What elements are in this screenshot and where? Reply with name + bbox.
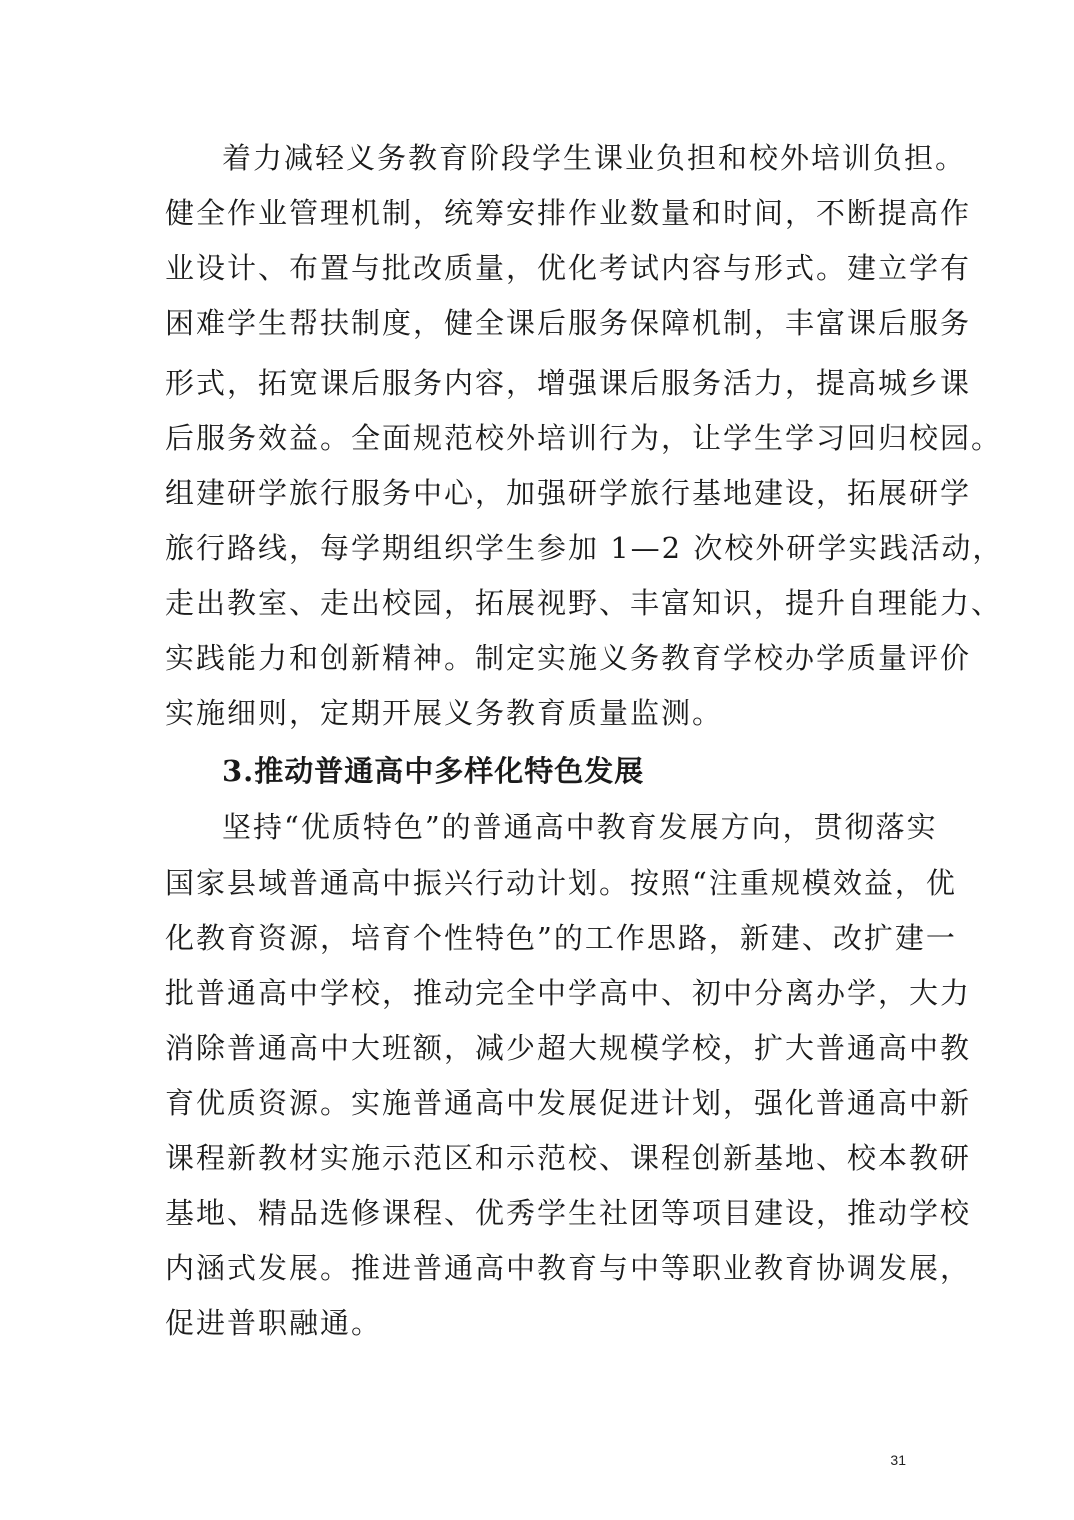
paragraph-2-line-4: 批普通高中学校，推动完全中学高中、初中分离办学，大力 [165,976,972,1010]
paragraph-1-line-4: 困难学生帮扶制度，健全课后服务保障机制，丰富课后服务 [165,306,972,340]
paragraph-1-line-9: 走出教室、走出校园，拓展视野、丰富知识，提升自理能力、 [165,586,1003,620]
paragraph-1-line-11: 实施细则，定期开展义务教育质量监测。 [165,696,724,730]
paragraph-1-line-7: 组建研学旅行服务中心，加强研学旅行基地建设，拓展研学 [165,476,972,510]
paragraph-1-line-3: 业设计、布置与批改质量，优化考试内容与形式。建立学有 [165,251,972,285]
paragraph-2-line-7: 课程新教材实施示范区和示范校、课程创新基地、校本教研 [165,1141,972,1175]
paragraph-1-line-5: 形式，拓宽课后服务内容，增强课后服务活力，提高城乡课 [165,366,972,400]
paragraph-2-line-2: 国家县域普通高中振兴行动计划。按照“注重规模效益，优 [165,866,957,900]
paragraph-2-line-10: 促进普职融通。 [165,1306,383,1340]
paragraph-2-line-1: 坚持“优质特色”的普通高中教育发展方向，贯彻落实 [222,810,938,844]
paragraph-1-line-6: 后服务效益。全面规范校外培训行为，让学生学习回归校园。 [165,421,1003,455]
paragraph-1-line-10: 实践能力和创新精神。制定实施义务教育学校办学质量评价 [165,641,972,675]
page-number: 31 [890,1452,906,1468]
paragraph-2-line-3: 化教育资源，培育个性特色”的工作思路，新建、改扩建一 [165,921,957,955]
section-heading: 3.推动普通高中多样化特色发展 [222,754,645,788]
paragraph-1-line-1: 着力减轻义务教育阶段学生课业负担和校外培训负担。 [222,141,967,175]
paragraph-1-line-2: 健全作业管理机制，统筹安排作业数量和时间，不断提高作 [165,196,972,230]
paragraph-2-line-5: 消除普通高中大班额，减少超大规模学校，扩大普通高中教 [165,1031,972,1065]
paragraph-2-line-9: 内涵式发展。推进普通高中教育与中等职业教育协调发展， [165,1251,972,1285]
paragraph-2-line-6: 育优质资源。实施普通高中发展促进计划，强化普通高中新 [165,1086,972,1120]
paragraph-2-line-8: 基地、精品选修课程、优秀学生社团等项目建设，推动学校 [165,1196,972,1230]
paragraph-1-line-8: 旅行路线，每学期组织学生参加 1—2 次校外研学实践活动， [165,531,1004,565]
